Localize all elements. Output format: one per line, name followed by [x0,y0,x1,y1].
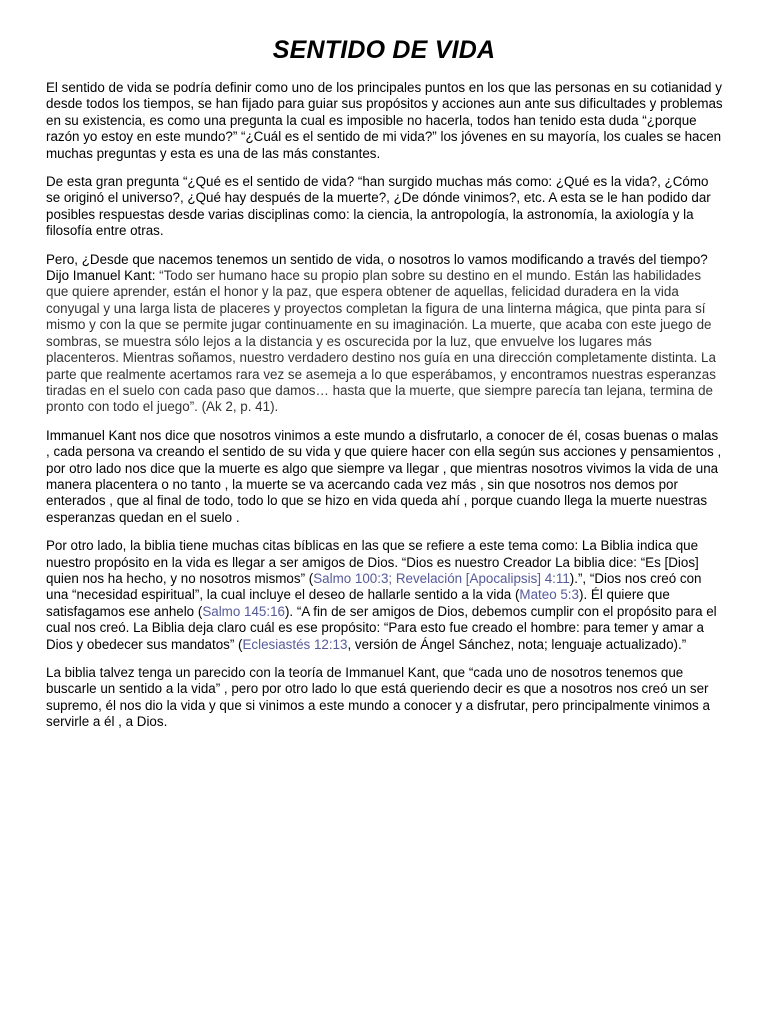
paragraph-5 [46,538,724,653]
paragraph-5-part-a: Por otro lado, la biblia tiene muchas citas bíblicas en las que se refiere a este tema como: La Biblia indica que nuestro propósito en la vida es llegar a ser amigos de Dios. “Dios es nuestro Creador La biblia dice: “Es [Dios] quien nos ha hecho, y no nosotros mismos” ( [46,538,699,586]
paragraph-6-text: La biblia talvez tenga un parecido con la teoría de Immanuel Kant, que “cada uno de nosotros tenemos que buscarle un sentido a la vida” , pero por otro lado lo que está queriendo decir es que a nosotros nos creó un ser supremo, él nos dio la vida y que si vinimos a este mundo a conocer y a disfrutar, pero principalmente vinimos a servirle a él , a Dios. [46,665,710,730]
paragraph-5-part-b: ).”, “Dios nos creó con una “necesidad espiritual”, la cual incluye el deseo de hallarle sentido a la vida ( [46,570,702,603]
citation-salmo-100-3[interactable]: Salmo 100:3; Revelación [Apocalipsis] 4:11 [313,570,570,586]
paragraph-4-text: Immanuel Kant nos dice que nosotros vinimos a este mundo a disfrutarlo, a conocer de él, cosas buenas o malas , cada persona va creando el sentido de su vida y que quiere hacer con ella según sus acciones y pensamientos , por otro lado nos dice que la muerte es algo que siempre va llegar , que mientras nosotros vivimos la vida de una manera placentera o no tanto , la muerte se va acercando cada vez más , sin que nosotros nos demos por enterados , que al final de todo, todo lo que se hizo en vida queda ahí , porque cuando llega la muerte nuestras esperanzas quedan en el suelo . [46,427,722,525]
citation-eclesiastes-12-13[interactable]: Eclesiastés 12:13 [242,636,348,652]
document-body [46,80,724,743]
paragraph-1-text: El sentido de vida se podría definir como uno de los principales puntos en los que las personas en su cotianidad y desde todos los tiempos, se han fijado para guiar sus propósitos y acciones aun ante sus dificultades y problemas en su existencia, es como una pregunta la cual es imposible no hacerla, todos han tenido esta duda “¿porque razón yo estoy en este mundo?” “¿Cuál es el sentido de mi vida?” los jóvenes en su mayoría, los cuales se hacen muchas preguntas y esta es una de las más constantes. [46,80,723,161]
document-title: SENTIDO DE VIDA [272,36,496,64]
paragraph-2 [46,174,724,240]
paragraph-2-text: De esta gran pregunta “¿Qué es el sentido de vida? “han surgido muchas más como: ¿Qué es la vida?, ¿Cómo se originó el universo?, ¿Qué hay después de la muerte?, ¿De dónde vinimos?, etc. A esta se le han podido dar posibles respuestas desde varias disciplinas como: la ciencia, la antropología, la astronomía, la axiología y la filosofía entre otras. [46,174,711,239]
kant-quote: “Todo ser humano hace su propio plan sobre su destino en el mundo. Están las habilidades que quiere aprender, están el honor y la paz, que espera obtener de aquellas, felicidad duradera en la vida conyugal y una larga lista de placeres y proyectos completan la figura de una linterna mágica, que pinta para sí mismo y con la que se permite jugar continuamente en su imaginación. La muerte, que acaba con este juego de sombras, se muestra sólo lejos a la distancia y es oscurecida por la luz, que envuelve los lugares más placenteros. Mientras soñamos, nuestro verdadero destino nos guía en una dirección completamente distinta. La parte que realmente acertamos rara vez se asemeja a lo que esperábamos, y encontramos nuestras esperanzas tiradas en el suelo con cada paso que damos… hasta que la muerte, que siempre parecía tan lejana, termina de pronto con todo el juego”. (Ak 2, p. 41). [46,268,716,415]
citation-salmo-145-16[interactable]: Salmo 145:16 [202,603,285,619]
paragraph-4 [46,428,724,526]
paragraph-5-part-c: ). Él quiere que satisfagamos ese anhelo ( [46,587,670,619]
paragraph-1 [46,80,724,162]
paragraph-6 [46,665,724,731]
paragraph-5-part-d: ). “A fin de ser amigos de Dios, debemos cumplir con el propósito para el cual nos creó. La Biblia deja claro cuál es ese propósito: “Para esto fue creado el hombre: para temer y amar a Dios y obedecer sus mandatos” ( [46,603,717,652]
paragraph-3 [46,252,724,416]
citation-mateo-5-3[interactable]: Mateo 5:3 [519,587,579,603]
paragraph-5-part-e: , versión de Ángel Sánchez, nota; lenguaje actualizado).” [347,636,687,652]
paragraph-3-intro: Pero, ¿Desde que nacemos tenemos un sentido de vida, o nosotros lo vamos modificando a través del tiempo? Dijo Imanuel Kant: [46,251,708,284]
